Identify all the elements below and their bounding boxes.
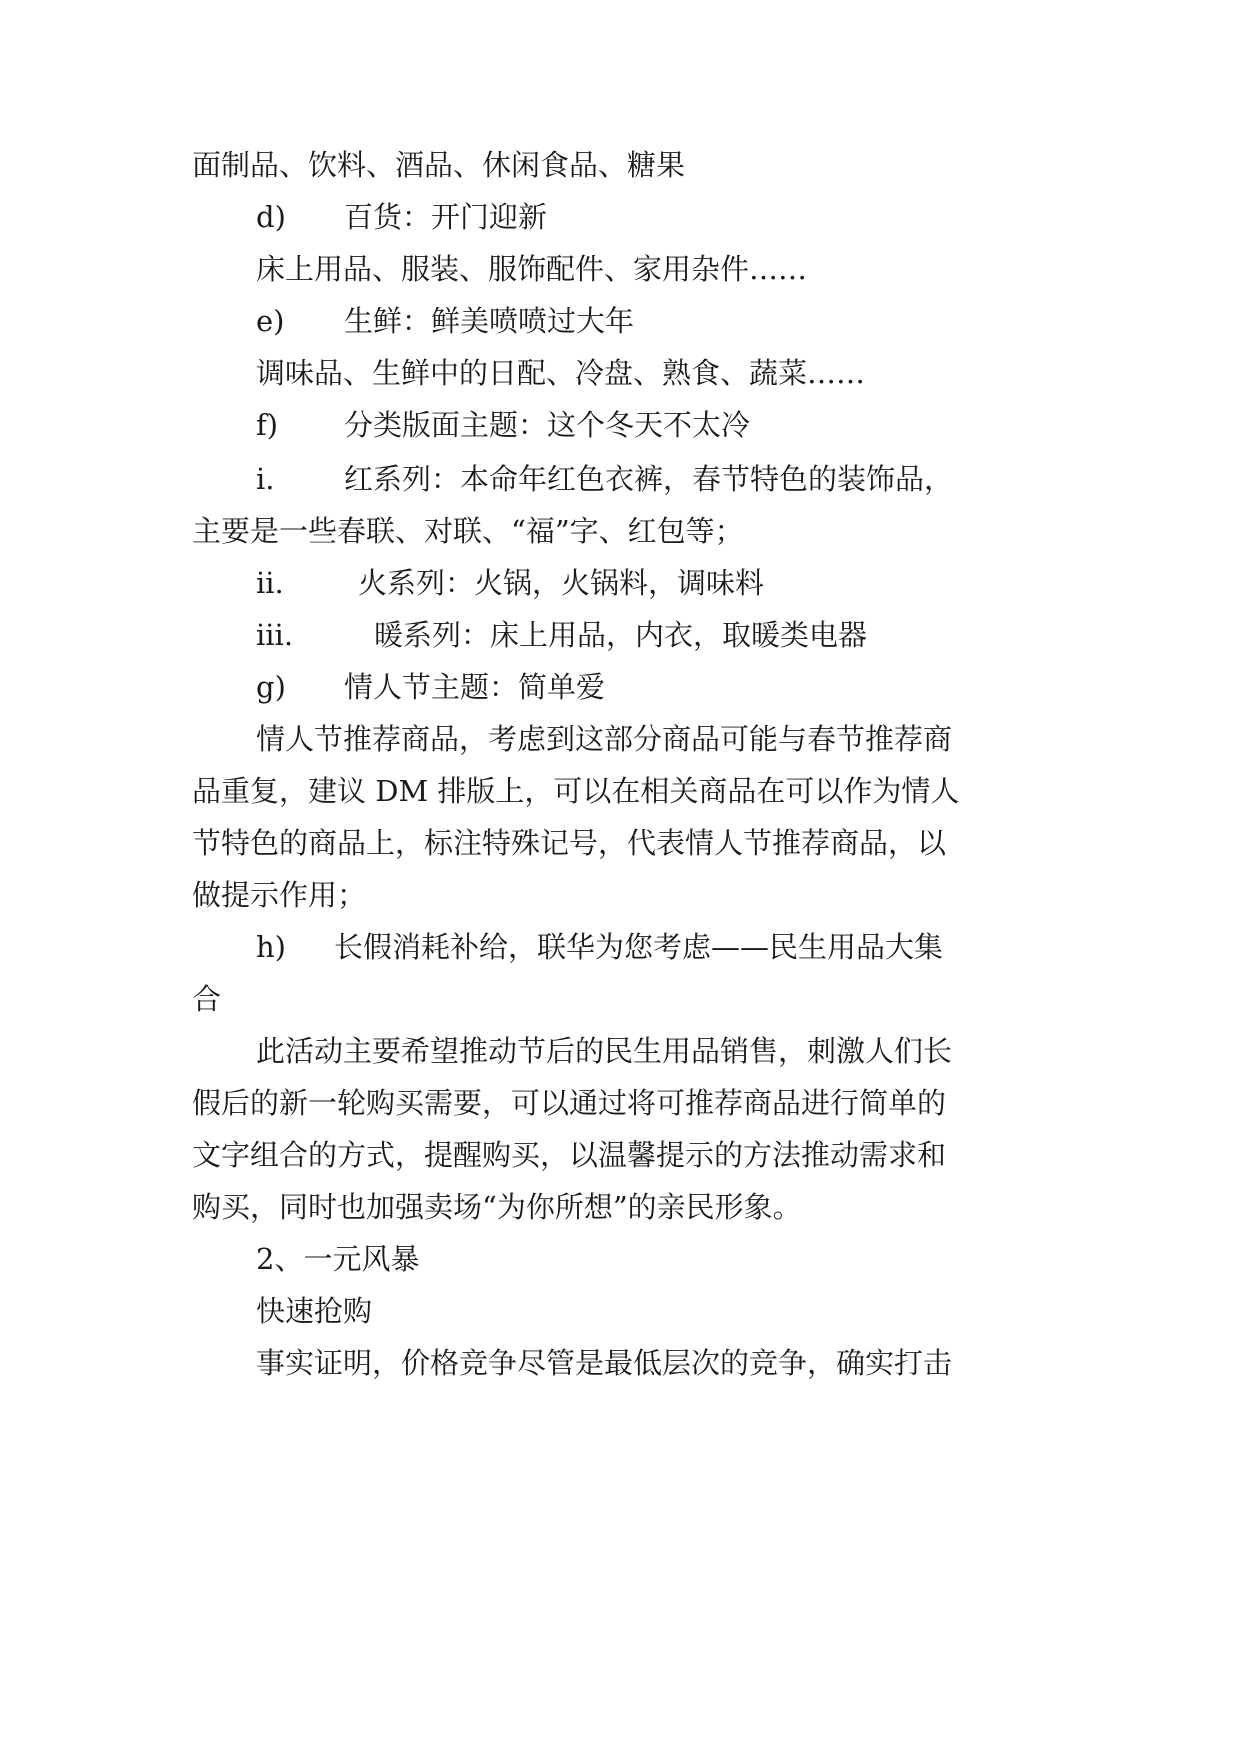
text-line: 购买，同时也加强卖场“为你所想”的亲民形象。: [192, 1190, 802, 1224]
text-line: 主要是一些春联、对联、“福”字、红包等；: [192, 514, 744, 548]
list-item: [256, 615, 867, 655]
list-item-text: 暖系列：床上用品，内衣，取暖类电器: [374, 618, 868, 652]
section-heading: 2、一元风暴: [256, 1242, 420, 1276]
list-marker: ii.: [256, 566, 284, 600]
list-item-text: 红系列：本命年红色衣裤，春节特色的装饰品，: [344, 462, 954, 496]
text-line: 事实证明，价格竞争尽管是最低层次的竞争，确实打击: [256, 1346, 953, 1380]
list-item: [256, 197, 547, 237]
list-marker: i.: [256, 462, 275, 496]
list-item-text: 情人节主题：简单爱: [344, 670, 606, 704]
list-item-text: 分类版面主题：这个冬天不太冷: [344, 408, 751, 442]
text-line: 面制品、饮料、酒品、休闲食品、糖果: [192, 148, 686, 182]
text-line: 快速抢购: [256, 1294, 373, 1328]
text-line: 做提示作用；: [192, 878, 367, 912]
list-marker: e): [256, 304, 285, 338]
list-item: [256, 301, 634, 341]
list-item: [256, 667, 605, 707]
list-marker: f): [256, 408, 279, 442]
list-marker: h): [256, 930, 286, 964]
list-item-text: 长假消耗补给，联华为您考虑——民生用品大集: [334, 930, 944, 964]
text-line: 情人节推荐商品，考虑到这部分商品可能与春节推荐商: [256, 722, 953, 756]
list-item-text: 百货：开门迎新: [344, 200, 548, 234]
list-item: [256, 563, 764, 603]
list-marker: g): [256, 670, 286, 704]
list-marker: iii.: [256, 618, 294, 652]
list-marker: d): [256, 200, 286, 234]
text-line: 此活动主要希望推动节后的民生用品销售，刺激人们长: [256, 1034, 953, 1068]
text-line: 合: [192, 982, 222, 1016]
list-item: [256, 927, 943, 967]
text-line: 文字组合的方式，提醒购买，以温馨提示的方法推动需求和: [192, 1138, 947, 1172]
list-item: [256, 405, 750, 445]
text-line: 节特色的商品上，标注特殊记号，代表情人节推荐商品，以: [192, 826, 947, 860]
text-line: 调味品、生鲜中的日配、冷盘、熟食、蔬菜……: [256, 356, 866, 390]
text-line: 品重复，建议 DM 排版上，可以在相关商品在可以作为情人: [192, 774, 960, 808]
text-line: 床上用品、服装、服饰配件、家用杂件……: [256, 252, 808, 286]
text-line: 假后的新一轮购买需要，可以通过将可推荐商品进行简单的: [192, 1086, 947, 1120]
list-item: [256, 459, 953, 499]
list-item-text: 生鲜：鲜美喷喷过大年: [344, 304, 635, 338]
list-item-text: 火系列：火锅，火锅料，调味料: [358, 566, 765, 600]
